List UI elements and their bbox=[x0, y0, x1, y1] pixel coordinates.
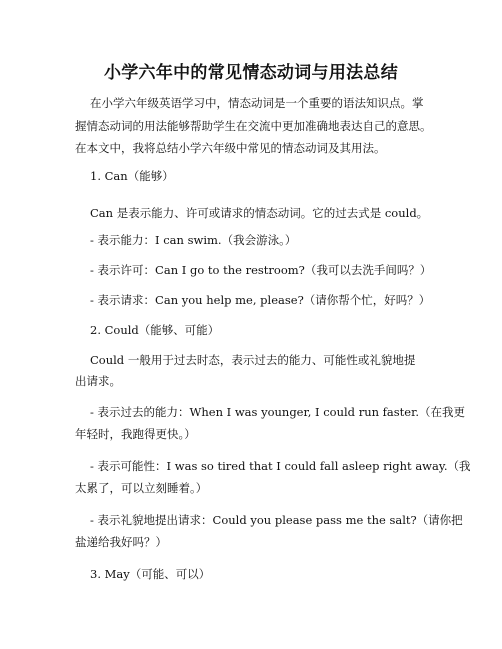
section-3-heading: 3. May（可能、可以） bbox=[90, 567, 211, 581]
intro-line-1: 在小学六年级英语学习中，情态动词是一个重要的语法知识点。掌 bbox=[90, 96, 424, 110]
intro-line-3: 在本文中，我将总结小学六年级中常见的情态动词及其用法。 bbox=[75, 141, 386, 155]
section-2-heading: 2. Could（能够、可能） bbox=[90, 323, 220, 337]
section-1-heading: 1. Can（能够） bbox=[90, 169, 174, 183]
section-1-description: Can 是表示能力、许可或请求的情态动词。它的过去式是 could。 bbox=[90, 206, 429, 220]
document-title: 小学六年中的常见情态动词与用法总结 bbox=[103, 63, 399, 83]
section-1-example-3: - 表示请求：Can you help me, please?（请你帮个忙，好吗？） bbox=[90, 293, 431, 307]
section-2-example-3-line-1: - 表示礼貌地提出请求：Could you please pass me the salt?（请你把 bbox=[90, 513, 463, 527]
section-2-example-3-line-2: 盐递给我好吗？） bbox=[75, 535, 167, 549]
section-1-example-1: - 表示能力：I can swim.（我会游泳。） bbox=[90, 233, 297, 247]
section-2-example-1-line-1: - 表示过去的能力：When I was younger, I could run faster.（在我更 bbox=[90, 405, 465, 419]
section-2-example-2-line-1: - 表示可能性：I was so tired that I could fall asleep right away.（我 bbox=[90, 459, 471, 473]
section-2-example-1-line-2: 年轻时，我跑得更快。） bbox=[75, 427, 196, 441]
section-2-description-line-1: Could 一般用于过去时态，表示过去的能力、可能性或礼貌地提 bbox=[90, 353, 416, 367]
intro-line-2: 握情态动词的用法能够帮助学生在交流中更加准确地表达自己的意思。 bbox=[75, 119, 432, 133]
section-2-example-2-line-2: 太累了，可以立刻睡着。） bbox=[75, 481, 208, 495]
section-2-description-line-2: 出请求。 bbox=[75, 374, 121, 388]
section-1-example-2: - 表示许可：Can I go to the restroom?（我可以去洗手间吗？） bbox=[90, 263, 432, 277]
